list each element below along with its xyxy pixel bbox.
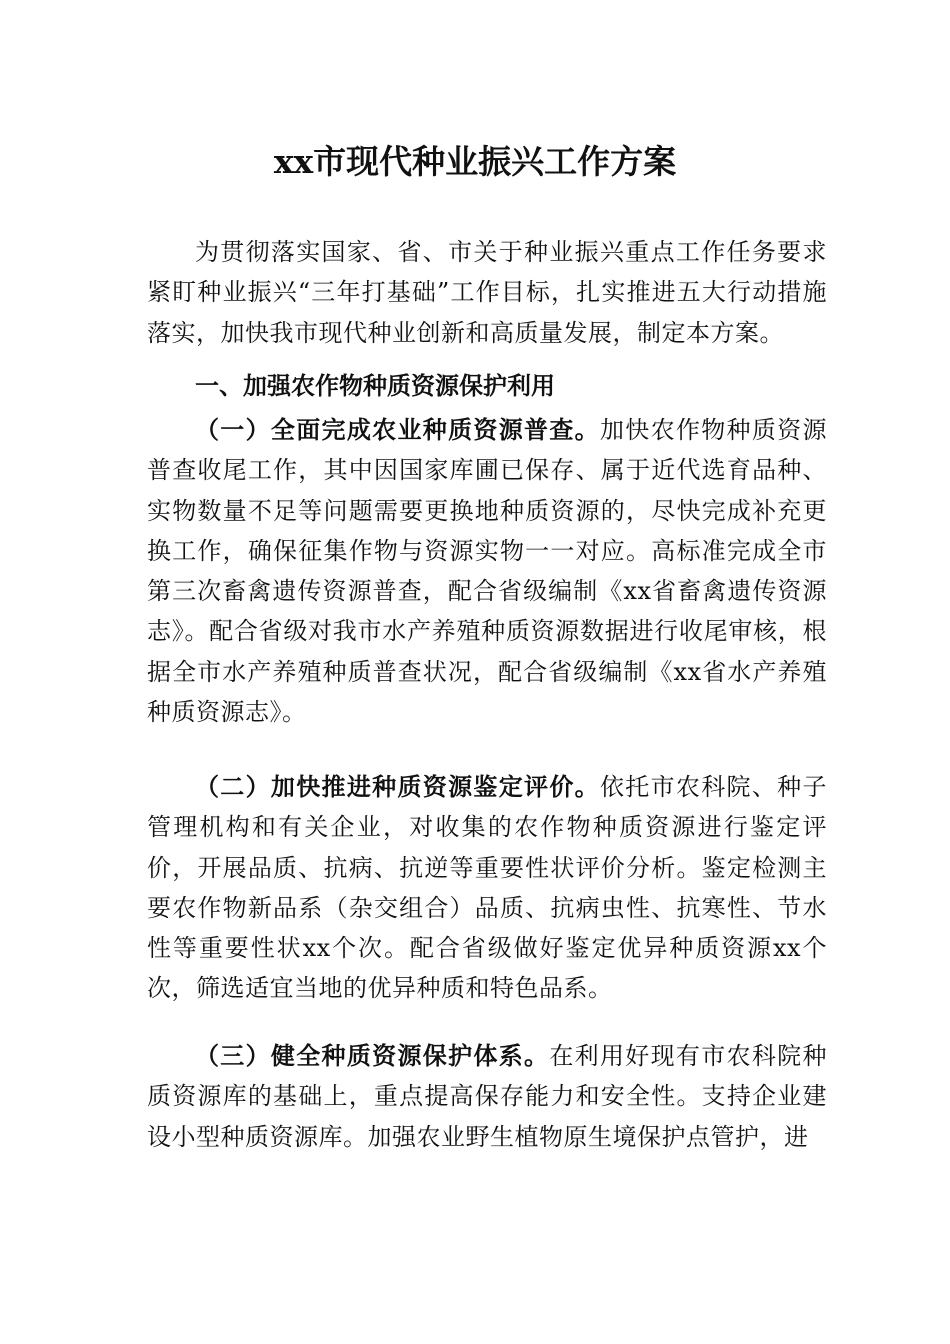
item-paragraph-3	[147, 1036, 827, 1157]
intro-paragraph: 为贯彻落实国家、省、市关于种业振兴重点工作任务要求紧盯种业振兴“三年打基础”工作目标，扎实推进五大行动措施落实，加快我市现代种业创新和高质量发展，制定本方案。	[147, 238, 827, 347]
item-body-1: 加快农作物种质资源普查收尾工作，其中因国家库圃已保存、属于近代选育品种、实物数量不足等问题需要更换地种质资源的，尽快完成补充更换工作，确保征集作物与资源实物一一对应。高标准完成全市第三次畜禽遗传资源普查，配合省级编制《xx省畜禽遗传资源志》。配合省级对我市水产养殖种质资源数据进行收尾审核，根据全市水产养殖种质普查状况，配合省级编制《xx省水产养殖种质资源志》。	[147, 416, 827, 727]
document-title: xx市现代种业振兴工作方案	[273, 142, 677, 181]
item-body-2: 依托市农科院、种子管理机构和有关企业，对收集的农作物种质资源进行鉴定评价，开展品质、抗病、抗逆等重要性状评价分析。鉴定检测主要农作物新品系（杂交组合）品质、抗病虫性、抗寒性、节水性等重要性状xx个次。配合省级做好鉴定优异种质资源xx个次，筛选适宜当地的优异种质和特色品系。	[147, 773, 827, 1003]
item-paragraph-2	[147, 767, 827, 1009]
item-paragraph-1	[147, 410, 827, 732]
section-heading: 一、加强农作物种质资源保护利用	[195, 372, 555, 400]
item-lead-2: （二）加快推进种质资源鉴定评价。	[195, 772, 600, 801]
item-lead-1: （一）全面完成农业种质资源普查。	[195, 415, 600, 444]
item-lead-3: （三）健全种质资源保护体系。	[195, 1041, 550, 1070]
item-body-3: 在利用好现有市农科院种质资源库的基础上，重点提高保存能力和安全性。支持企业建设小型种质资源库。加强农业野生植物原生境保护点管护，进	[147, 1042, 827, 1151]
